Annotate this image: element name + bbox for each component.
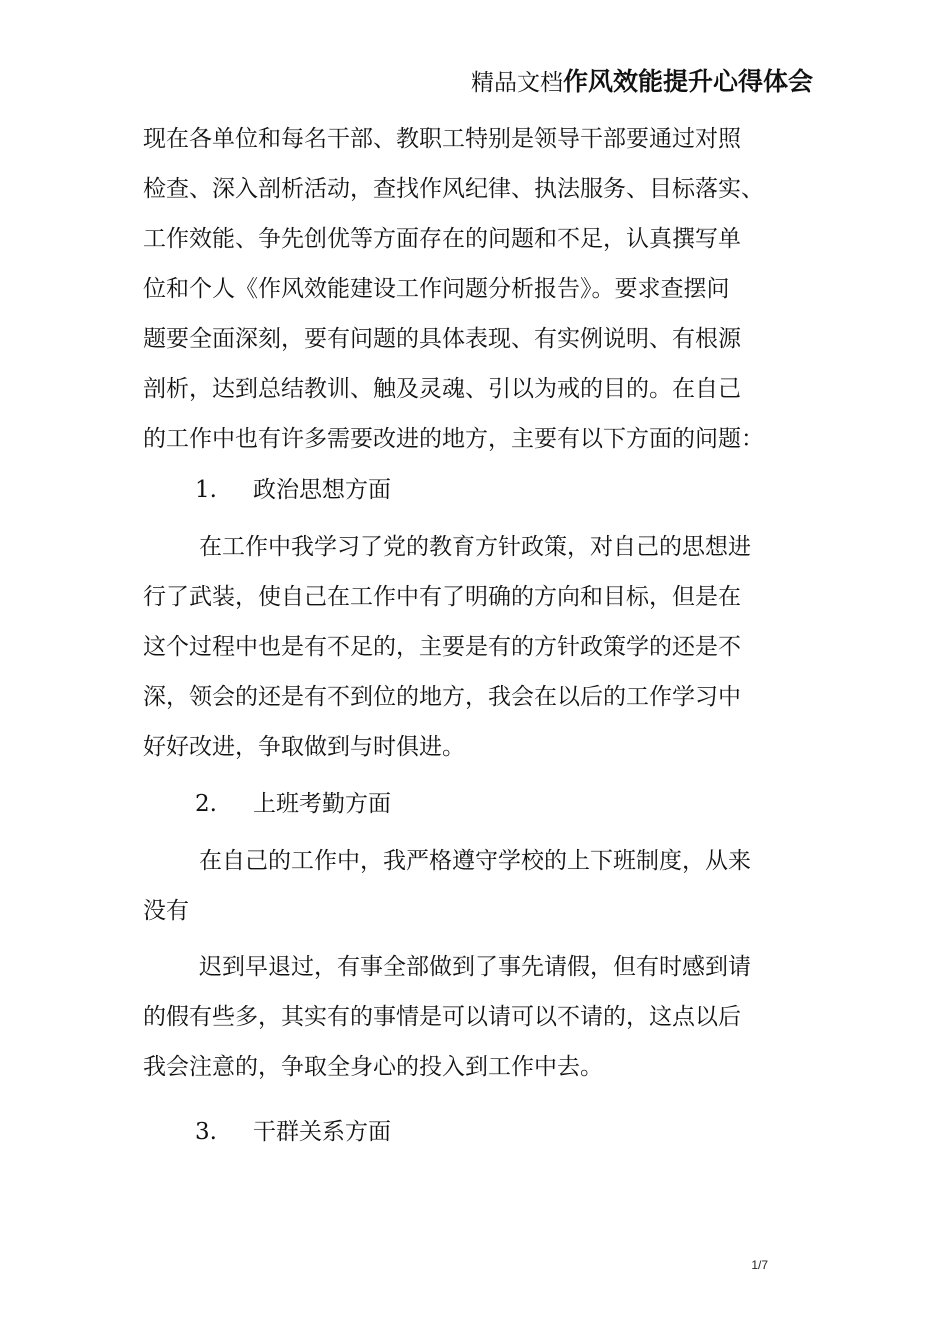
text-line: 没有: [143, 898, 189, 924]
text-line: 工作效能、争先创优等方面存在的问题和不足，认真撰写单: [143, 226, 741, 252]
text-line: 现在各单位和每名干部、教职工特别是领导干部要通过对照: [143, 126, 741, 152]
document-body: [143, 114, 823, 1158]
section-2-paragraph-2: [143, 942, 823, 1092]
header-prefix: 精品文档: [470, 70, 563, 96]
section-title: 干群关系方面: [253, 1119, 391, 1145]
text-line: 检查、深入剖析活动，查找作风纪律、执法服务、目标落实、: [143, 176, 764, 202]
text-line: 的假有些多，其实有的事情是可以请可以不请的，这点以后: [143, 1004, 741, 1030]
text-line: 剖析，达到总结教训、触及灵魂、引以为戒的目的。在自己: [143, 376, 741, 402]
page-header: [0, 62, 813, 98]
section-title: 政治思想方面: [253, 477, 391, 503]
intro-paragraph: [143, 114, 823, 464]
section-heading-3: [143, 1106, 823, 1158]
text-line: 的工作中也有许多需要改进的地方，主要有以下方面的问题：: [143, 426, 764, 452]
text-line: 在自己的工作中，我严格遵守学校的上下班制度，从来: [199, 848, 751, 874]
section-title: 上班考勤方面: [253, 791, 391, 817]
text-line: 迟到早退过，有事全部做到了事先请假，但有时感到请: [199, 954, 751, 980]
section-1-paragraph: [143, 522, 823, 772]
section-2-paragraph-1: [143, 836, 823, 936]
text-line: 深，领会的还是有不到位的地方，我会在以后的工作学习中: [143, 684, 741, 710]
text-line: 题要全面深刻，要有问题的具体表现、有实例说明、有根源: [143, 326, 741, 352]
text-line: 位和个人《作风效能建设工作问题分析报告》。要求查摆问: [143, 276, 730, 302]
section-heading-1: [143, 464, 823, 516]
text-line: 好好改进，争取做到与时俱进。: [143, 734, 465, 760]
page-number: 1/7: [751, 1258, 768, 1272]
section-number: 2.: [195, 791, 217, 817]
section-heading-2: [143, 778, 823, 830]
text-line: 这个过程中也是有不足的，主要是有的方针政策学的还是不: [143, 634, 741, 660]
text-line: 在工作中我学习了党的教育方针政策，对自己的思想进: [199, 534, 751, 560]
section-number: 3.: [195, 1119, 217, 1145]
section-number: 1.: [195, 477, 217, 503]
text-line: 行了武装，使自己在工作中有了明确的方向和目标，但是在: [143, 584, 741, 610]
document-title: 作风效能提升心得体会: [562, 67, 813, 96]
text-line: 我会注意的，争取全身心的投入到工作中去。: [143, 1054, 603, 1080]
